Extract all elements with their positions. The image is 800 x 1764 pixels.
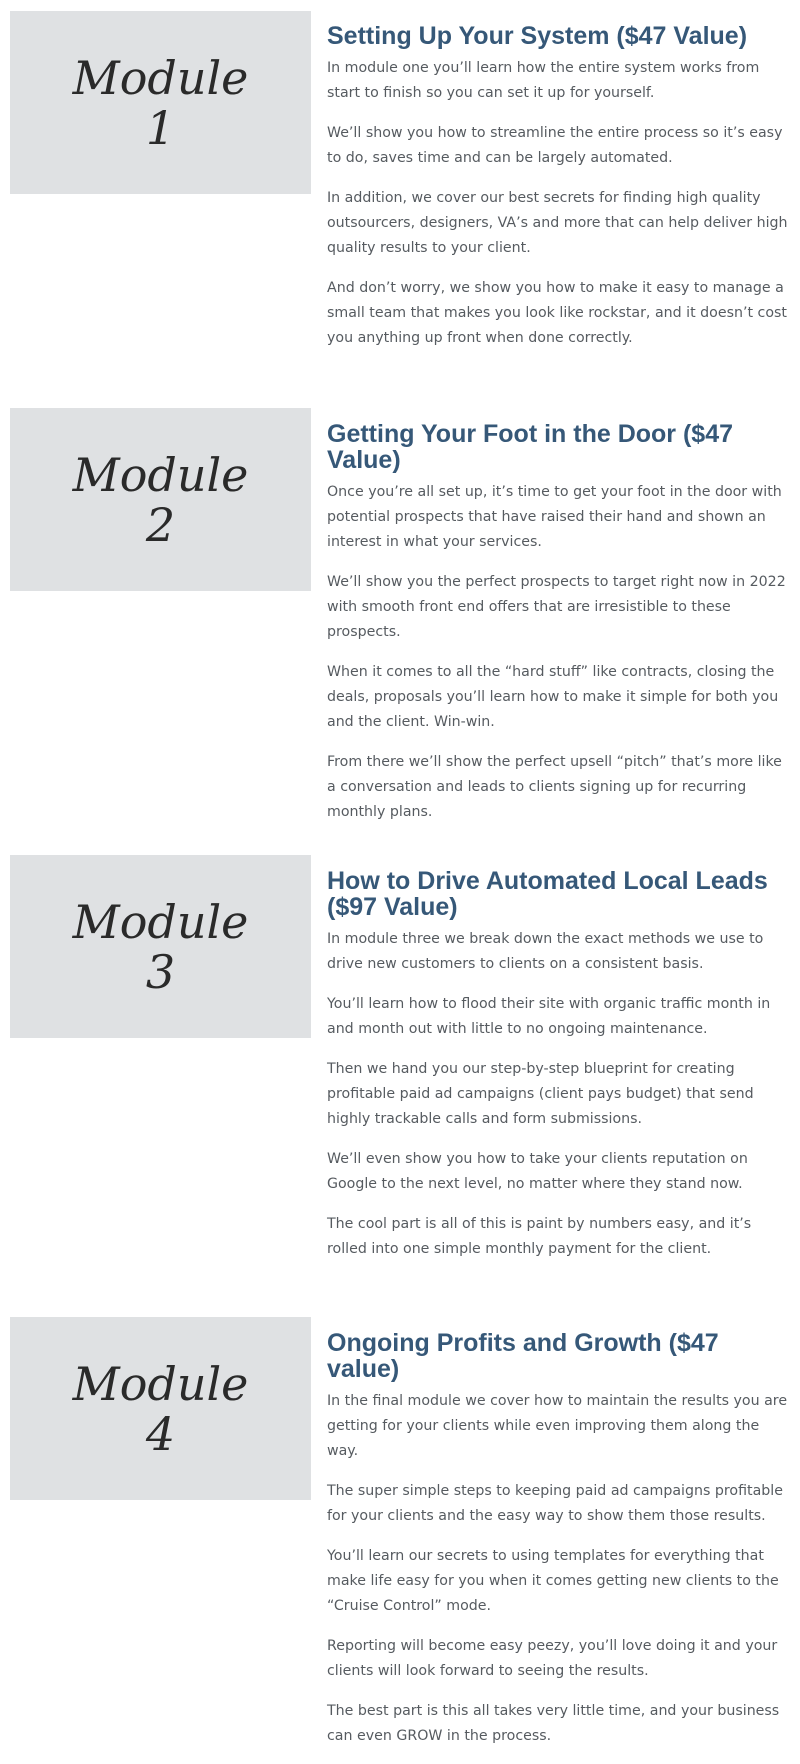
- module-title: Getting Your Foot in the Door ($47 Value): [327, 420, 734, 474]
- module-label-word: Module: [72, 50, 249, 105]
- module-paragraph: And don’t worry, we show you how to make it easy to manage a small team that makes you look like rockstar, and it doesn’t cost you anything up front when done correctly.: [327, 280, 787, 346]
- module-paragraph: We’ll even show you how to take your clients reputation on Google to the next level, no matter where they stand now.: [327, 1151, 748, 1192]
- module-4-content: [327, 1330, 790, 1764]
- module-paragraph: From there we’ll show the perfect upsell “pitch” that’s more like a conversation and leads to clients signing up for recurring monthly plans.: [327, 754, 782, 820]
- module-paragraph: The best part is this all takes very little time, and your business can even GROW in the process.: [327, 1703, 780, 1744]
- module-paragraph: When it comes to all the “hard stuff” like contracts, closing the deals, proposals you’ll learn how to make it simple for both you and the client. Win-win.: [327, 664, 779, 730]
- module-paragraph: We’ll show you how to streamline the entire process so it’s easy to do, saves time and can be largely automated.: [327, 125, 783, 166]
- module-paragraph: The super simple steps to keeping paid ad campaigns profitable for your clients and the easy way to show them those results.: [327, 1483, 783, 1524]
- module-paragraph: Then we hand you our step-by-step blueprint for creating profitable paid ad campaigns (client pays budget) that send highly trackable calls and form submissions.: [327, 1061, 754, 1127]
- module-label-word: Module: [72, 1356, 249, 1411]
- module-paragraph: You’ll learn our secrets to using templates for everything that make life easy for you when it comes getting new clients to the “Cruise Control” mode.: [327, 1548, 779, 1614]
- module-title: Ongoing Profits and Growth ($47 value): [327, 1329, 719, 1383]
- module-1-image: [10, 11, 311, 194]
- module-2-content: [327, 421, 790, 840]
- module-4-image: [10, 1317, 311, 1500]
- module-paragraph: In module one you’ll learn how the entire system works from start to finish so you can set it up for yourself.: [327, 60, 760, 101]
- module-3-content: [327, 868, 790, 1277]
- module-paragraph: Once you’re all set up, it’s time to get your foot in the door with potential prospects that have raised their hand and shown an interest in what your services.: [327, 484, 782, 550]
- module-label-number: 1: [145, 100, 176, 155]
- module-1-content: [327, 23, 790, 366]
- module-label-number: 4: [145, 1406, 176, 1461]
- module-paragraph: The cool part is all of this is paint by numbers easy, and it’s rolled into one simple monthly payment for the client.: [327, 1216, 752, 1257]
- module-paragraph: In addition, we cover our best secrets for finding high quality outsourcers, designers, VA’s and more that can help deliver high quality results to your client.: [327, 190, 788, 256]
- module-label-number: 2: [145, 497, 176, 552]
- module-paragraph: You’ll learn how to flood their site with organic traffic month in and month out with little to no ongoing maintenance.: [327, 996, 771, 1037]
- module-label-number: 3: [145, 944, 176, 999]
- module-paragraph: Reporting will become easy peezy, you’ll love doing it and your clients will look forward to seeing the results.: [327, 1638, 778, 1679]
- module-label-word: Module: [72, 447, 249, 502]
- module-title: Setting Up Your System ($47 Value): [327, 22, 748, 50]
- module-title: How to Drive Automated Local Leads ($97 Value): [327, 867, 768, 921]
- module-paragraph: In module three we break down the exact methods we use to drive new customers to clients on a consistent basis.: [327, 931, 764, 972]
- module-paragraph: In the final module we cover how to maintain the results you are getting for your clients while even improving them along the way.: [327, 1393, 788, 1459]
- module-2-image: [10, 408, 311, 591]
- module-paragraph: We’ll show you the perfect prospects to target right now in 2022 with smooth front end offers that are irresistible to these prospects.: [327, 574, 786, 640]
- module-3-image: [10, 855, 311, 1038]
- module-label-word: Module: [72, 894, 249, 949]
